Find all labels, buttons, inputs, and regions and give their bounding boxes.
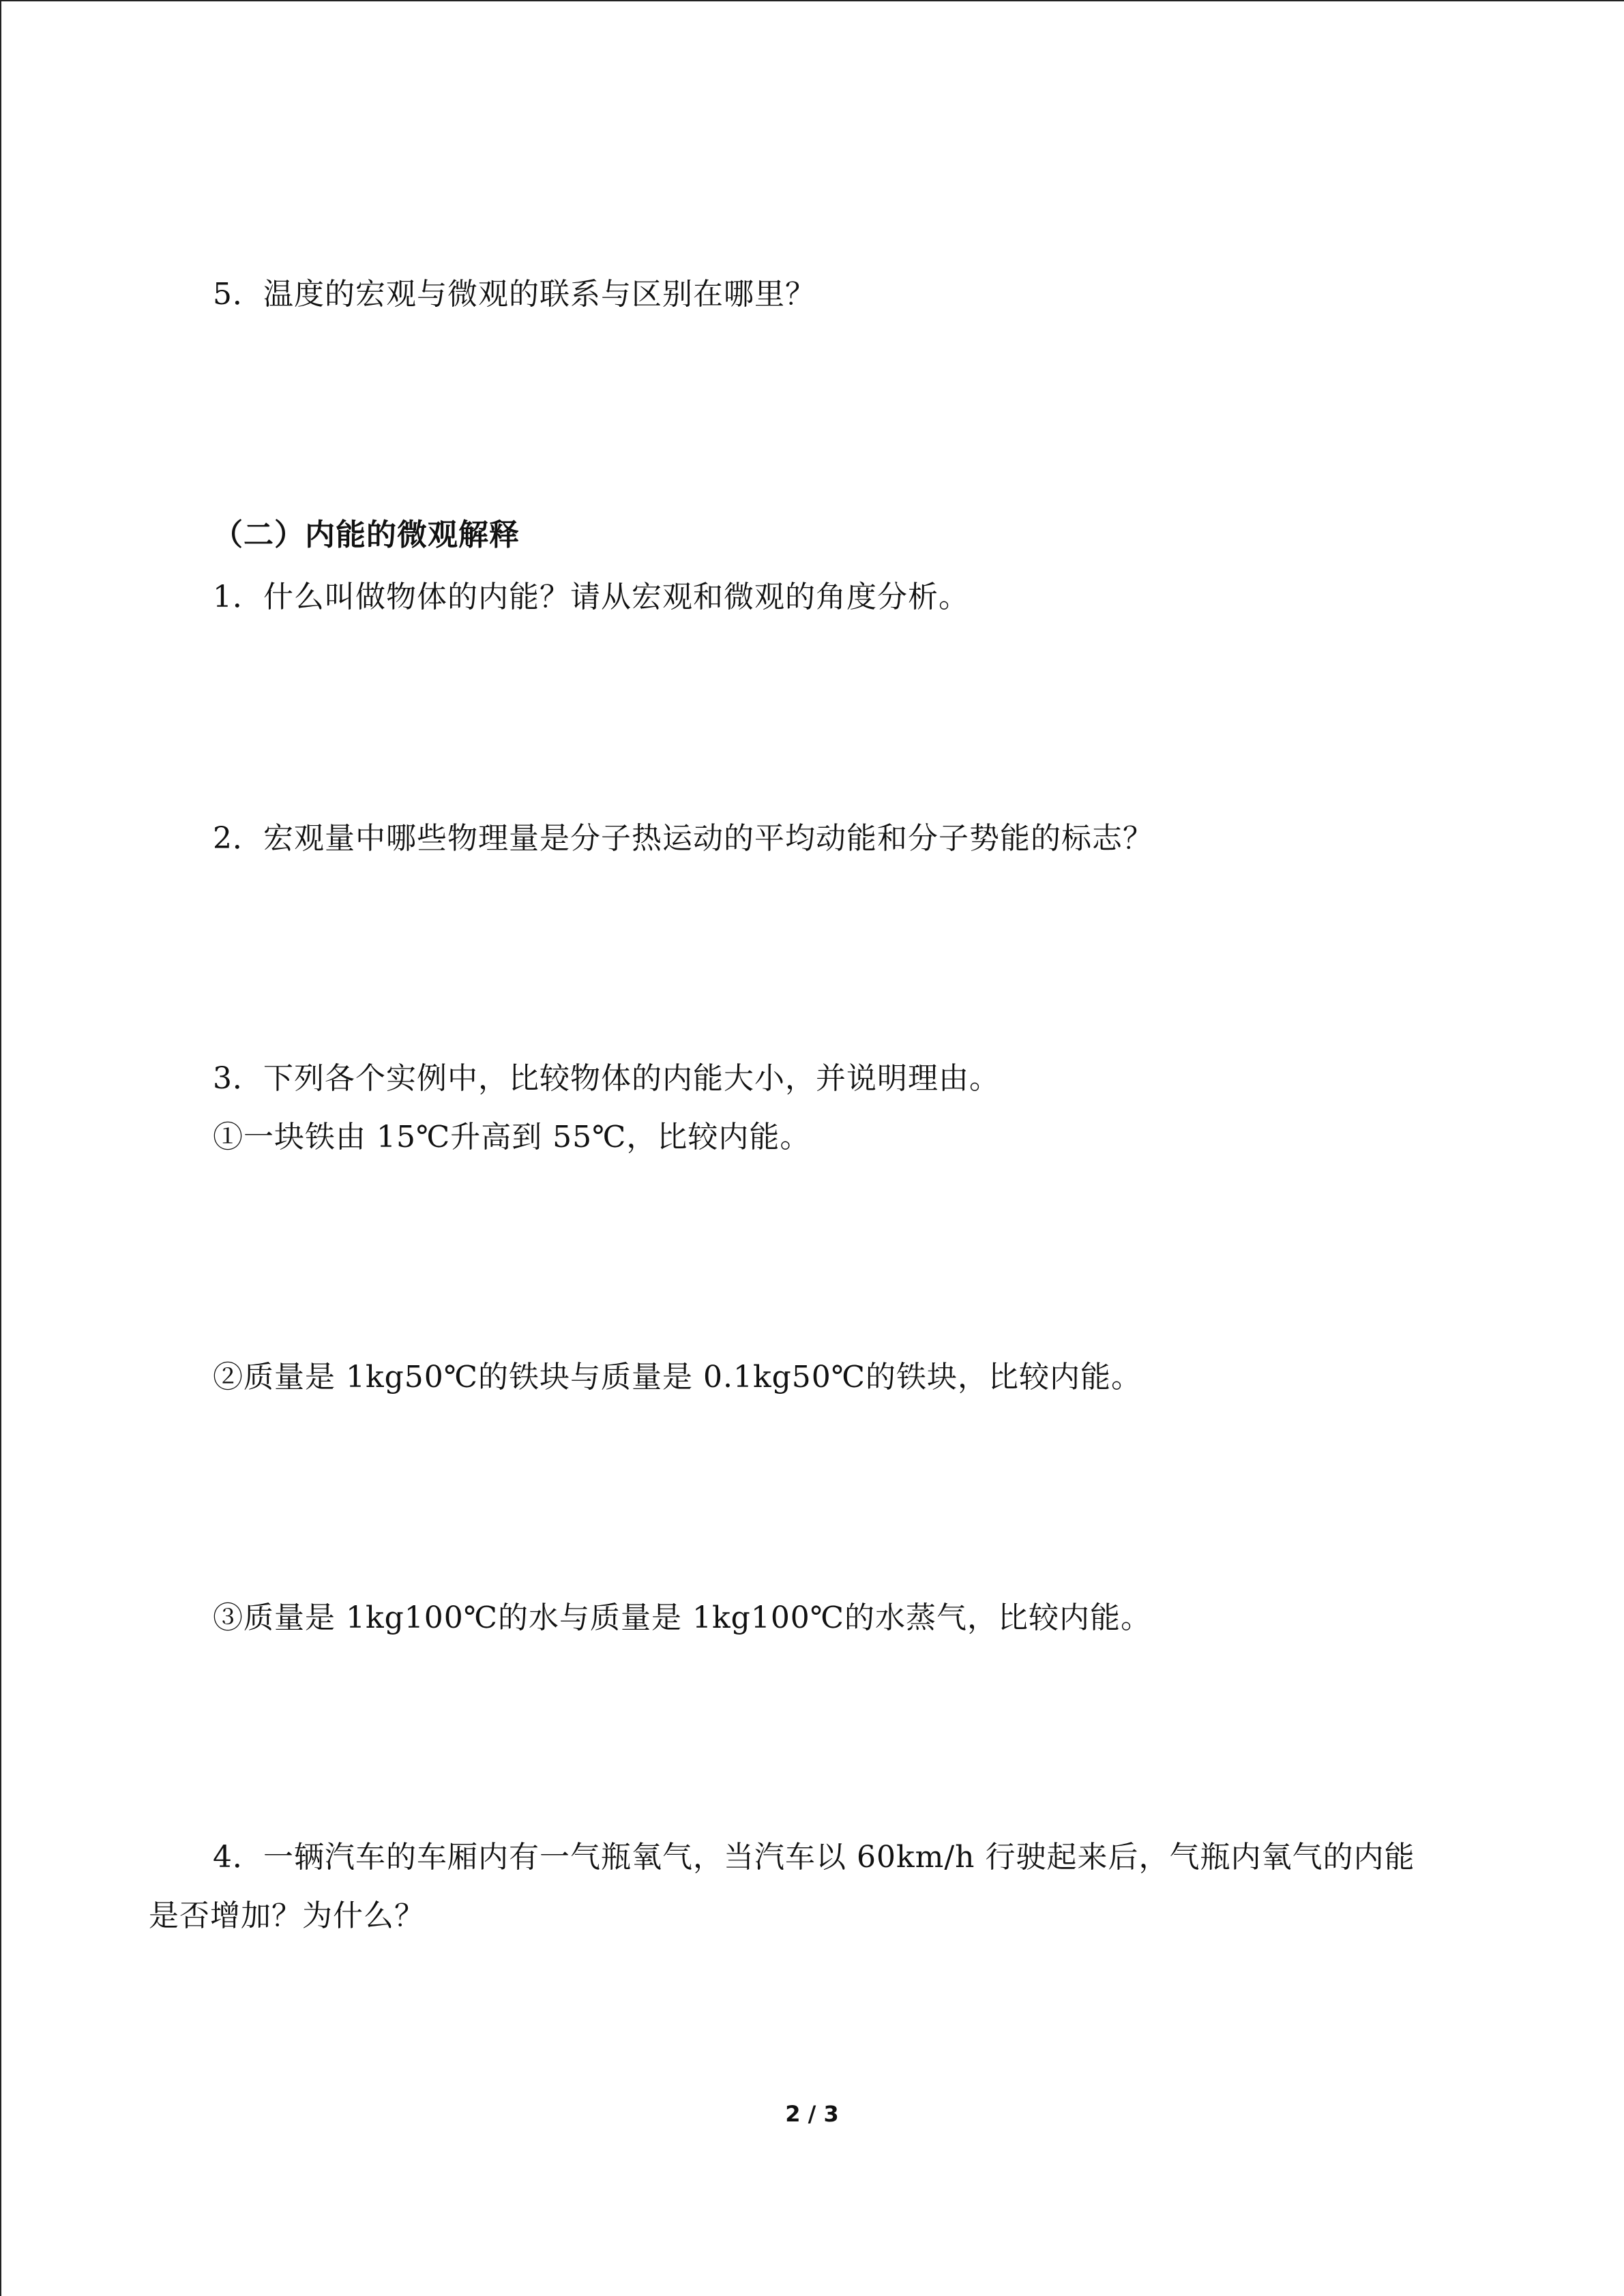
section2-question-3-item-1: ①一块铁由 15℃升高到 55℃，比较内能。 (213, 1120, 811, 1154)
section2-question-3-item-3: ③质量是 1kg100℃的水与质量是 1kg100℃的水蒸气，比较内能。 (213, 1600, 1152, 1635)
section2-question-4-line-2: 是否增加？为什么？ (149, 1898, 425, 1933)
question-5: 5．温度的宏观与微观的联系与区别在哪里？ (213, 277, 816, 312)
section2-question-3-item-2: ②质量是 1kg50℃的铁块与质量是 0.1kg50℃的铁块，比较内能。 (213, 1360, 1142, 1395)
section2-question-4-line-1: 4．一辆汽车的车厢内有一气瓶氧气，当汽车以 60km/h 行驶起来后，气瓶内氧气的内能 (213, 1840, 1415, 1875)
section2-question-1: 1．什么叫做物体的内能？请从宏观和微观的角度分析。 (213, 580, 969, 614)
page-number: 2 / 3 (785, 2101, 839, 2127)
section2-question-2: 2．宏观量中哪些物理量是分子热运动的平均动能和分子势能的标志？ (213, 821, 1153, 856)
section2-question-3: 3．下列各个实例中，比较物体的内能大小，并说明理由。 (213, 1061, 1000, 1096)
section-title: （二）内能的微观解释 (213, 518, 520, 552)
